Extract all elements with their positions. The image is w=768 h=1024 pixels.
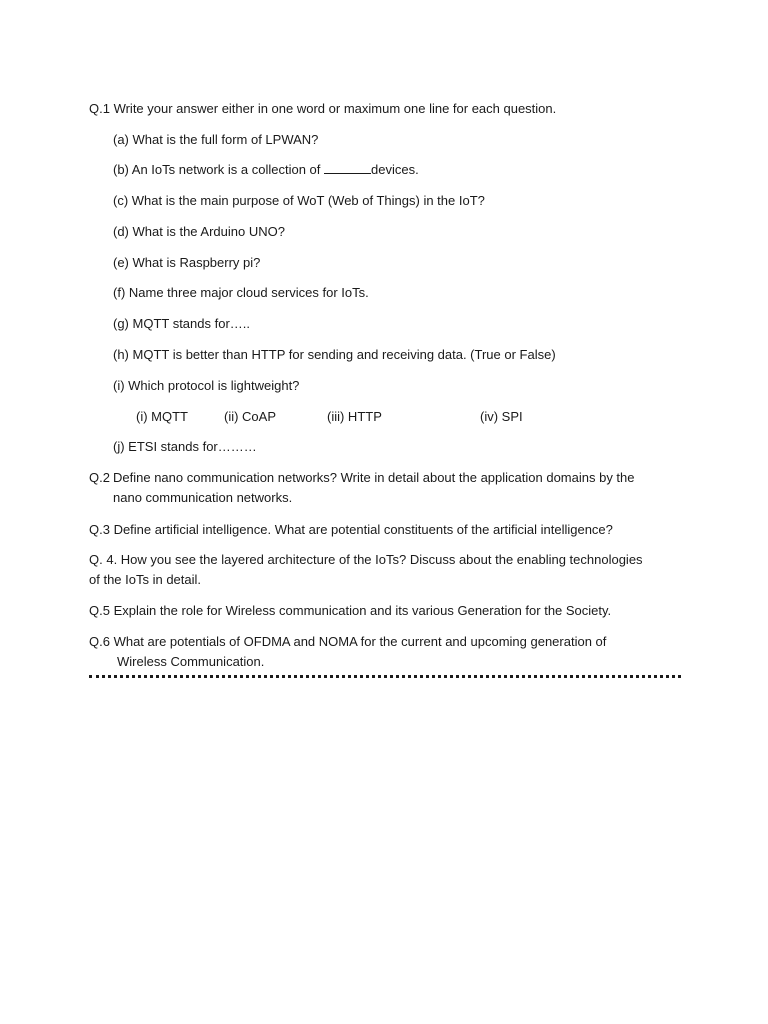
q6-line-1: Q.6 What are potentials of OFDMA and NOMA for the current and upcoming generation of	[89, 634, 607, 649]
q6-line-2: Wireless Communication.	[117, 654, 265, 669]
q4-line-1: Q. 4. How you see the layered architecture of the IoTs? Discuss about the enabling technologies	[89, 552, 643, 567]
fill-in-blank	[324, 162, 371, 174]
q1-item-i-option-4: (iv) SPI	[480, 409, 523, 424]
q1-item-e: (e) What is Raspberry pi?	[113, 255, 261, 270]
q1-item-i-option-2: (ii) CoAP	[224, 409, 277, 424]
q1-item-b	[113, 162, 419, 178]
q1-item-i-option-1: (i) MQTT	[136, 409, 188, 424]
dotted-divider	[89, 675, 681, 678]
q1-item-f: (f) Name three major cloud services for IoTs.	[113, 285, 369, 300]
q5-text: Q.5 Explain the role for Wireless communication and its various Generation for the Society.	[89, 603, 612, 618]
q3-text: Q.3 Define artificial intelligence. What are potential constituents of the artificial intelligence?	[89, 522, 613, 537]
q2-line-1: Define nano communication networks? Write in detail about the application domains by the	[113, 470, 635, 485]
q1-item-i-option-3: (iii) HTTP	[327, 409, 382, 424]
q1-item-h: (h) MQTT is better than HTTP for sending and receiving data. (True or False)	[113, 347, 556, 362]
q1-item-d: (d) What is the Arduino UNO?	[113, 224, 285, 239]
q1-item-b-prefix: (b) An IoTs network is a collection of	[113, 162, 324, 177]
q4-line-2: of the IoTs in detail.	[89, 572, 202, 587]
q1-item-a: (a) What is the full form of LPWAN?	[113, 132, 319, 147]
q1-heading: Q.1 Write your answer either in one word or maximum one line for each question.	[89, 101, 557, 116]
q1-item-g: (g) MQTT stands for…..	[113, 316, 251, 331]
q2-text	[113, 468, 679, 508]
q1-item-j: (j) ETSI stands for………	[113, 439, 257, 454]
q2-number: Q.2	[89, 470, 110, 485]
q1-item-i: (i) Which protocol is lightweight?	[113, 378, 300, 393]
q2-line-2: nano communication networks.	[113, 490, 293, 505]
q1-item-b-suffix: devices.	[370, 162, 419, 177]
q6-text	[89, 632, 679, 672]
q1-item-c: (c) What is the main purpose of WoT (Web of Things) in the IoT?	[113, 193, 485, 208]
q4-text	[89, 550, 679, 590]
